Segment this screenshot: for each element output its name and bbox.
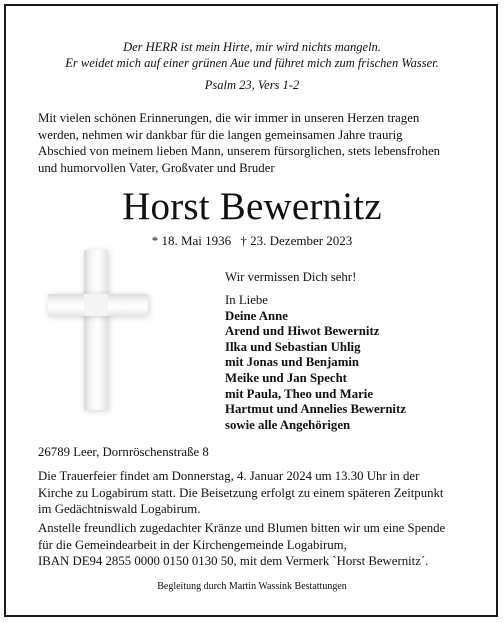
intro-line: und humorvollen Vater, Großvater und Bruder <box>38 160 275 175</box>
farewell-message: Wir vermissen Dich sehr! <box>225 270 357 284</box>
family-member: sowie alle Angehörigen <box>225 417 351 432</box>
intro-paragraph <box>38 110 478 176</box>
family-member: Arend und Hiwot Bewernitz <box>225 324 380 339</box>
mourning-address: 26789 Leer, Dornröschenstraße 8 <box>38 445 209 459</box>
family-member: Meike und Jan Specht <box>225 370 347 385</box>
life-dates <box>0 233 504 249</box>
donation-info <box>38 520 478 570</box>
family-member: mit Paula, Theo und Marie <box>225 386 374 401</box>
intro-line: werden, nehmen wir dankbar für die langen gemeinsamen Jahre traurig <box>38 127 403 142</box>
bible-verse-reference: Psalm 23, Vers 1-2 <box>204 78 300 92</box>
cross-vertical-beam <box>84 250 108 410</box>
family-member: Hartmut und Annelies Bewernitz <box>225 402 406 417</box>
death-date: † 23. Dezember 2023 <box>240 233 353 248</box>
intro-line: Abschied von meinem lieben Mann, unserem fürsorglichen, stets lebensfrohen <box>38 144 441 158</box>
family-member: mit Jonas und Benjamin <box>225 355 360 370</box>
funeral-line: im Gedächtniswald Logabirum. <box>38 502 201 516</box>
birth-date: * 18. Mai 1936 <box>151 233 232 248</box>
family-signature <box>225 293 406 433</box>
intro-line: Mit vielen schönen Erinnerungen, die wir immer in unseren Herzen tragen <box>38 111 420 125</box>
bible-verse-line-1: Der HERR ist mein Hirte, mir wird nichts mangeln. <box>123 40 381 54</box>
funeral-line: Die Trauerfeier findet am Donnerstag, 4. Januar 2024 um 13.30 Uhr in der <box>38 469 420 483</box>
undertaker-credit: Begleitung durch Martin Wassink Bestattungen <box>157 581 347 592</box>
donation-line: IBAN DE94 2855 0000 0150 0130 50, mit dem Vermerk `Horst Bewernitz´. <box>38 554 429 568</box>
bible-verse-line-2: Er weidet mich auf einer grünen Aue und führet mich zum frischen Wasser. <box>65 56 439 70</box>
cross-icon <box>48 250 148 410</box>
deceased-name: Horst Bewernitz <box>122 185 382 228</box>
family-member: Deine Anne <box>225 308 288 323</box>
donation-line: für die Gemeindearbeit in der Kirchengemeinde Logabirum, <box>38 537 347 552</box>
donation-line: Anstelle freundlich zugedachter Kränze und Blumen bitten wir um eine Spende <box>38 521 446 535</box>
funeral-line: Kirche zu Logabirum statt. Die Beisetzung erfolgt zu einem späteren Zeitpunkt <box>38 485 444 500</box>
family-member: Ilka und Sebastian Uhlig <box>225 339 361 354</box>
funeral-info <box>38 468 478 518</box>
cross-center <box>84 294 108 316</box>
family-intro: In Liebe <box>225 293 268 307</box>
